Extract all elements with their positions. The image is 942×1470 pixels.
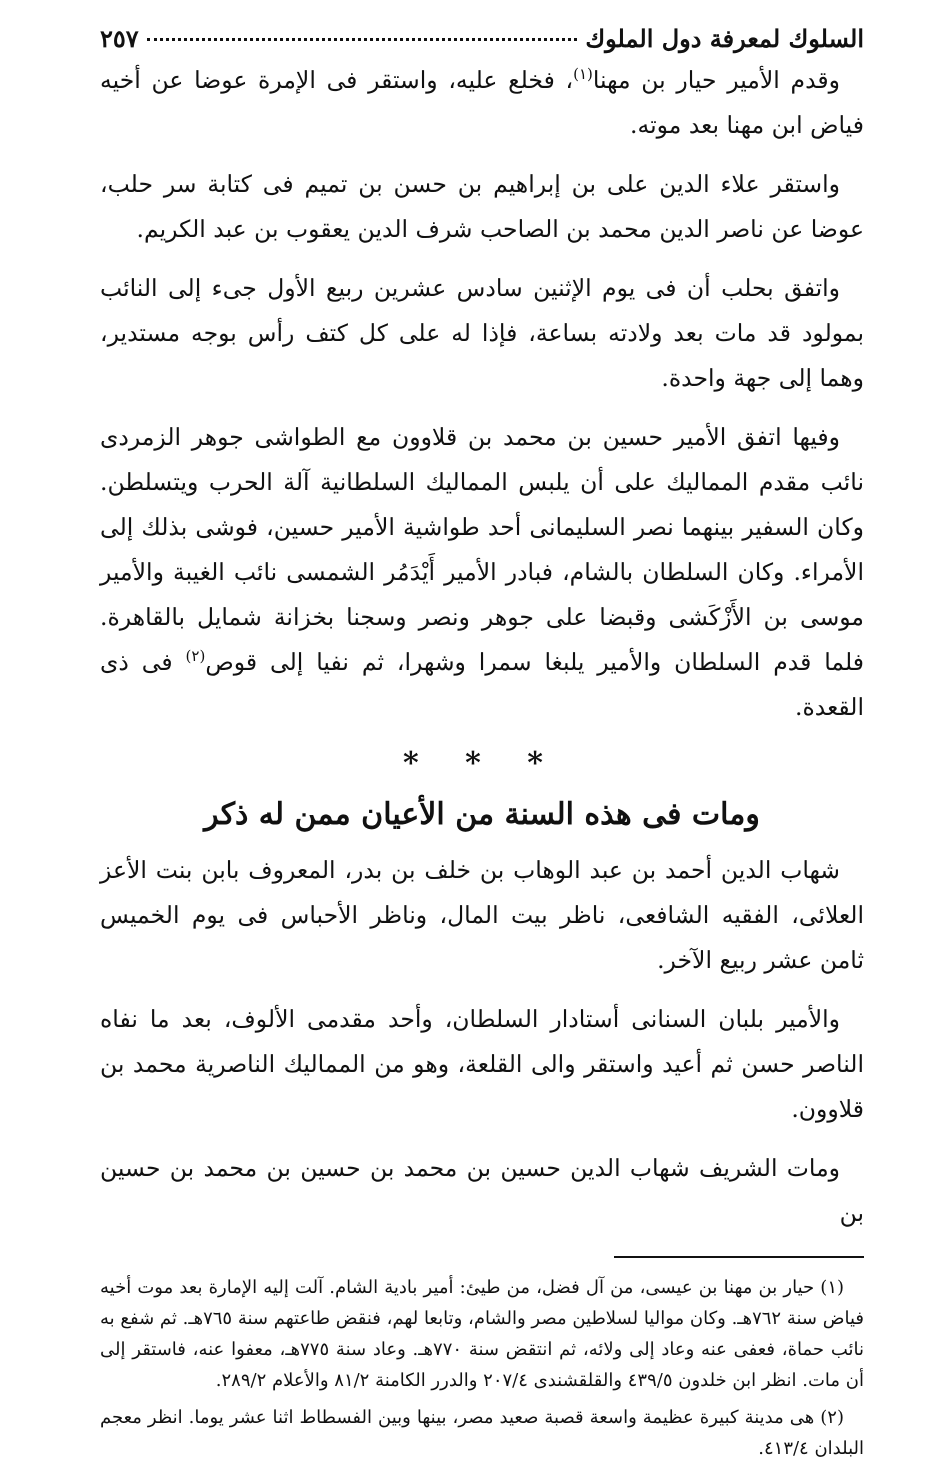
paragraph-alaa-aldin xyxy=(100,162,864,252)
paragraph-text: وقدم الأمير حيار بن مهنا xyxy=(592,66,840,94)
paragraph-hayar xyxy=(100,58,864,148)
book-title: السلوك لمعرفة دول الملوك xyxy=(585,24,864,53)
footnote-ref-1: (١) xyxy=(573,65,593,84)
section-separator: * * * xyxy=(403,746,561,781)
footnote-ref-2: (٢) xyxy=(185,647,206,666)
paragraph-husayn-plot xyxy=(100,415,864,730)
paragraph-text: فى ذى القعدة. xyxy=(100,648,864,721)
footnote-1 xyxy=(100,1272,864,1396)
book-page xyxy=(100,22,864,1470)
header-leader-dots xyxy=(147,38,578,41)
paragraph-sharif xyxy=(100,1146,864,1236)
page-number: ٢٥٧ xyxy=(100,24,139,53)
footnote-number: (٢) xyxy=(820,1407,844,1428)
paragraph-bulban xyxy=(100,997,864,1132)
footnote-2 xyxy=(100,1402,864,1464)
footnote-divider xyxy=(614,1256,864,1258)
footnote-text: حيار بن مهنا بن عيسى، من آل فضل، من طيئ: أمير بادية الشام. آلت إليه الإمارة بعد موت أخيه فياض سنة ٧٦٢هـ. وكان مواليا لسلاطين مصر والشام، وتابعا لهم، فنقض طاعتهم سنة ٧٦٥هـ. ثم شفع به نائب حماة، فعفى عنه وعاد إلى ولائه، ثم انتقض سنة ٧٧٠هـ. وعاد سنة ٧٧٥هـ، معفوا عنه، فاستقر إلى أن مات. انظر ابن خلدون ٤٣٩/٥ والقلقشندى ٢٠٧/٤ والدرر الكامنة ٨١/٢ والأعلام ٢٨٩/٢. xyxy=(100,1277,864,1391)
paragraph-aleppo-birth xyxy=(100,266,864,401)
footnote-text: هى مدينة كبيرة عظيمة واسعة قصبة صعيد مصر، بينها وبين الفسطاط اثنا عشر يوما. انظر معجم البلدان ٤١٣/٤. xyxy=(100,1407,864,1459)
paragraph-shihab-aldin xyxy=(100,848,864,983)
paragraph-text: واستقر علاء الدين على بن إبراهيم بن حسن بن تميم فى كتابة سر حلب، عوضا عن ناصر الدين محمد بن الصاحب شرف الدين يعقوب بن عبد الكريم. xyxy=(100,170,864,243)
section-heading: ومات فى هذه السنة من الأعيان ممن له ذكر xyxy=(204,797,760,832)
paragraph-text: والأمير بلبان السنانى أستادار السلطان، وأحد مقدمى الألوف، بعد ما نفاه الناصر حسن ثم أعيد واستقر والى القلعة، وهو من المماليك الناصرية محمد بن قلاوون. xyxy=(100,1005,864,1123)
paragraph-text: ومات الشريف شهاب الدين حسين بن محمد بن حسين بن محمد بن حسين بن xyxy=(100,1154,864,1227)
paragraph-text: شهاب الدين أحمد بن عبد الوهاب بن خلف بن بدر، المعروف بابن بنت الأعز العلائى، الفقيه الشافعى، ناظر بيت المال، وناظر الأحباس فى يوم الخميس ثامن عشر ربيع الآخر. xyxy=(100,856,864,974)
paragraph-text: وفيها اتفق الأمير حسين بن محمد بن قلاوون مع الطواشى جوهر الزمردى نائب مقدم المماليك على أن يلبس المماليك السلطانية آلة الحرب ويتسلطن. وكان السفير بينهما نصر السليمانى أحد طواشية الأمير حسين، فوشى بذلك إلى الأمراء. وكان السلطان بالشام، فبادر الأمير أَيْدَمُر الشمسى نائب الغيبة والأمير موسى بن الأَزْكَشى وقبضا على جوهر ونصر وسجنا بخزانة شمايل بالقاهرة. فلما قدم السلطان والأمير يلبغا سمرا وشهرا، ثم نفيا إلى قوص xyxy=(100,423,865,676)
footnote-number: (١) xyxy=(820,1277,845,1298)
paragraph-text: ، فخلع عليه، واستقر فى الإمرة عوضا عن أخيه فياض ابن مهنا بعد موته. xyxy=(100,66,864,139)
paragraph-text: واتفق بحلب أن فى يوم الإثنين سادس عشرين ربيع الأول جىء إلى النائب بمولود قد مات بعد ولادته بساعة، فإذا له على كل كتف رأس بوجه مستدير، وهما إلى جهة واحدة. xyxy=(100,274,864,392)
running-header xyxy=(100,22,864,58)
